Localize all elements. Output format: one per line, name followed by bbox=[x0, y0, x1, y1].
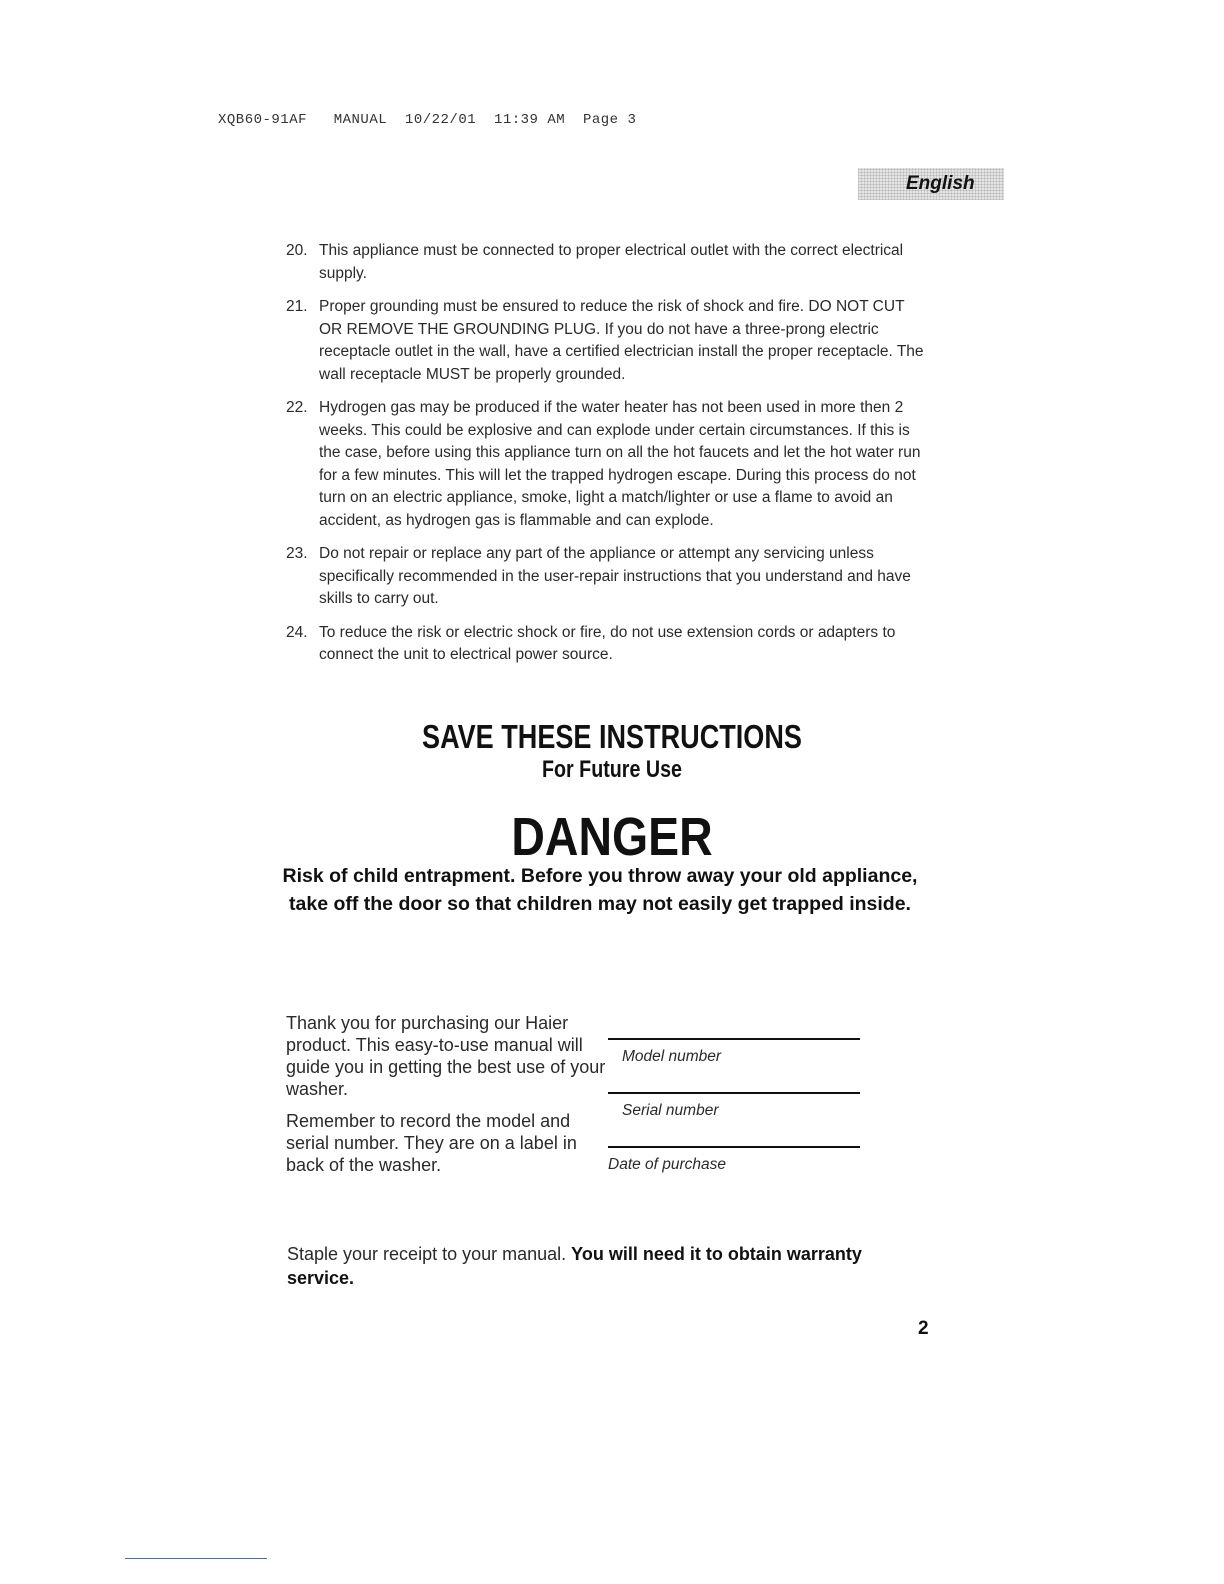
intro-section bbox=[286, 1012, 606, 1186]
list-item bbox=[286, 240, 926, 285]
page-number: 2 bbox=[918, 1318, 929, 1339]
save-instructions-subheading: For Future Use bbox=[542, 756, 682, 783]
record-fields bbox=[608, 1038, 860, 1200]
list-item bbox=[286, 397, 926, 532]
list-item-text: Do not repair or replace any part of the appliance or attempt any servicing unless specifically recommended in the user-repair instructions that you understand and have skills to carry out. bbox=[319, 545, 911, 607]
file-stamp-header: XQB60-91AF MANUAL 10/22/01 11:39 AM Page 3 bbox=[218, 112, 637, 128]
list-item-number: 23. bbox=[286, 545, 308, 562]
model-number-label: Model number bbox=[622, 1048, 722, 1065]
list-item-text: Proper grounding must be ensured to reduce the risk of shock and fire. DO NOT CUT OR REMOVE THE GROUNDING PLUG. If you do not have a three-prong electric receptacle outlet in the wall, have a certified electrician install the proper receptacle. The wall receptacle MUST be properly grounded. bbox=[319, 298, 924, 383]
list-item-number: 21. bbox=[286, 298, 308, 315]
safety-instructions-list bbox=[286, 240, 926, 678]
serial-number-field bbox=[608, 1092, 860, 1146]
danger-heading: DANGER bbox=[511, 807, 713, 867]
date-of-purchase-label: Date of purchase bbox=[608, 1156, 727, 1173]
intro-paragraph: Thank you for purchasing our Haier product. This easy-to-use manual will guide you in getting the best use of your washer. bbox=[286, 1013, 606, 1099]
intro-paragraph: Remember to record the model and serial number. They are on a label in back of the washer. bbox=[286, 1111, 577, 1175]
danger-warning-text: Risk of child entrapment. Before you throw away your old appliance, take off the door so that children may not easily get trapped inside. bbox=[282, 865, 918, 915]
staple-receipt-note bbox=[287, 1242, 907, 1290]
model-number-field bbox=[608, 1038, 860, 1092]
list-item bbox=[286, 296, 926, 386]
footer-divider bbox=[125, 1558, 267, 1559]
list-item-text: Hydrogen gas may be produced if the water heater has not been used in more then 2 weeks. This could be explosive and can explode under certain circumstances. If this is the case, before using this appliance turn on all the hot faucets and let the hot water run for a few minutes. This will let the trapped hydrogen escape. During this process do not turn on an electric appliance, smoke, light a match/lighter or use a flame to avoid an accident, as hydrogen gas is flammable and can explode. bbox=[319, 399, 921, 529]
list-item-number: 22. bbox=[286, 399, 308, 416]
serial-number-label: Serial number bbox=[622, 1102, 719, 1119]
list-item-text: To reduce the risk or electric shock or fire, do not use extension cords or adapters to connect the unit to electrical power source. bbox=[319, 623, 896, 663]
list-item bbox=[286, 622, 926, 667]
language-tab bbox=[858, 168, 1004, 200]
list-item-number: 20. bbox=[286, 242, 308, 259]
list-item-text: This appliance must be connected to proper electrical outlet with the correct electrical supply. bbox=[319, 242, 904, 282]
staple-note-emphasis: You will need it to obtain warranty service. bbox=[287, 1244, 862, 1288]
language-tab-label: English bbox=[906, 173, 975, 194]
save-instructions-heading: SAVE THESE INSTRUCTIONS bbox=[422, 718, 802, 755]
list-item bbox=[286, 543, 926, 611]
staple-note-text: Staple your receipt to your manual. bbox=[287, 1244, 572, 1264]
date-of-purchase-field bbox=[608, 1146, 860, 1200]
list-item-number: 24. bbox=[286, 623, 308, 641]
